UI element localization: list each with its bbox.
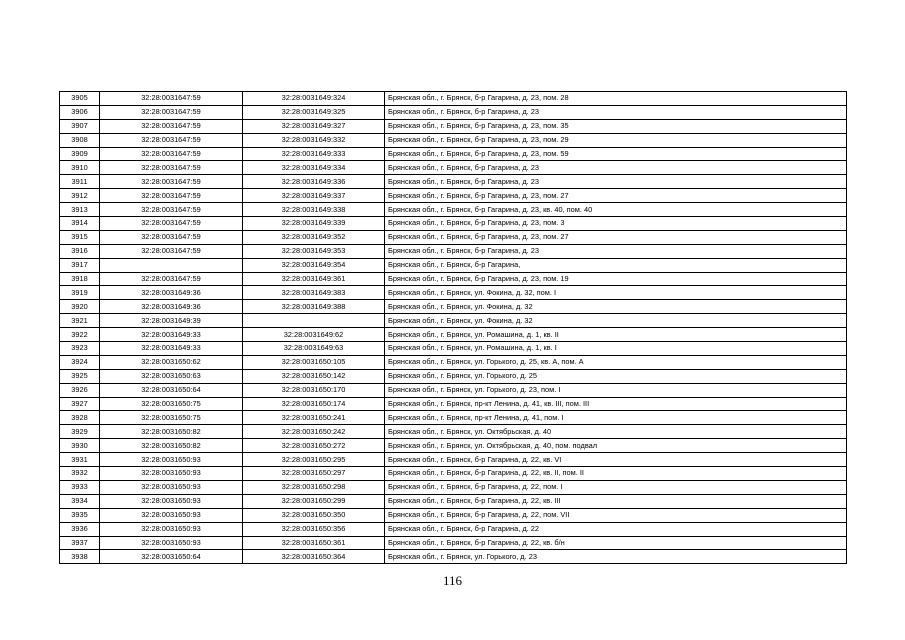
table-row xyxy=(60,411,847,425)
cadastral-number-cell: 32:28:0031649:336 xyxy=(243,175,385,189)
parent-cadastral-number-cell: 32:28:0031647:59 xyxy=(100,244,243,258)
cadastral-number-cell: 32:28:0031650:350 xyxy=(243,508,385,522)
table-row xyxy=(60,522,847,536)
table-row xyxy=(60,300,847,314)
row-number-cell: 3932 xyxy=(60,467,100,481)
cadastral-number-cell: 32:28:0031650:295 xyxy=(243,453,385,467)
cadastral-number-cell: 32:28:0031649:361 xyxy=(243,272,385,286)
row-number-cell: 3915 xyxy=(60,230,100,244)
address-cell: Брянская обл., г. Брянск, б-р Гагарина, д. 22, пом. I xyxy=(385,480,847,494)
cadastral-number-cell: 32:28:0031649:352 xyxy=(243,230,385,244)
cadastral-number-cell: 32:28:0031649:353 xyxy=(243,244,385,258)
parent-cadastral-number-cell: 32:28:0031650:75 xyxy=(100,411,243,425)
table-row xyxy=(60,355,847,369)
row-number-cell: 3913 xyxy=(60,203,100,217)
row-number-cell: 3925 xyxy=(60,369,100,383)
row-number-cell: 3922 xyxy=(60,328,100,342)
address-cell: Брянская обл., г. Брянск, ул. Ромашина, д. 1, кв. II xyxy=(385,328,847,342)
row-number-cell: 3916 xyxy=(60,244,100,258)
address-cell: Брянская обл., г. Брянск, б-р Гагарина, д. 22, пом. VII xyxy=(385,508,847,522)
parent-cadastral-number-cell: 32:28:0031647:59 xyxy=(100,203,243,217)
row-number-cell: 3937 xyxy=(60,536,100,550)
table-row xyxy=(60,230,847,244)
row-number-cell: 3914 xyxy=(60,217,100,231)
cadastral-number-cell: 32:28:0031650:142 xyxy=(243,369,385,383)
parent-cadastral-number-cell: 32:28:0031647:59 xyxy=(100,147,243,161)
table-row xyxy=(60,383,847,397)
table-row xyxy=(60,397,847,411)
parent-cadastral-number-cell: 32:28:0031647:59 xyxy=(100,230,243,244)
row-number-cell: 3924 xyxy=(60,355,100,369)
address-cell: Брянская обл., г. Брянск, ул. Горького, д. 23, пом. I xyxy=(385,383,847,397)
cadastral-number-cell: 32:28:0031649:325 xyxy=(243,105,385,119)
cadastral-number-cell: 32:28:0031649:339 xyxy=(243,217,385,231)
cadastral-number-cell: 32:28:0031650:297 xyxy=(243,467,385,481)
address-cell: Брянская обл., г. Брянск, ул. Горького, д. 25, кв. А, пом. А xyxy=(385,355,847,369)
table-row xyxy=(60,328,847,342)
table-row xyxy=(60,258,847,272)
parent-cadastral-number-cell: 32:28:0031647:59 xyxy=(100,217,243,231)
parent-cadastral-number-cell: 32:28:0031647:59 xyxy=(100,105,243,119)
table-row xyxy=(60,369,847,383)
parent-cadastral-number-cell: 32:28:0031650:63 xyxy=(100,369,243,383)
table-row xyxy=(60,342,847,356)
table-row xyxy=(60,425,847,439)
parent-cadastral-number-cell: 32:28:0031647:59 xyxy=(100,189,243,203)
row-number-cell: 3936 xyxy=(60,522,100,536)
parent-cadastral-number-cell: 32:28:0031650:93 xyxy=(100,508,243,522)
parent-cadastral-number-cell: 32:28:0031650:62 xyxy=(100,355,243,369)
parent-cadastral-number-cell: 32:28:0031647:59 xyxy=(100,272,243,286)
row-number-cell: 3926 xyxy=(60,383,100,397)
cadastral-number-cell: 32:28:0031649:388 xyxy=(243,300,385,314)
table-row xyxy=(60,550,847,564)
parent-cadastral-number-cell: 32:28:0031649:33 xyxy=(100,342,243,356)
parent-cadastral-number-cell: 32:28:0031647:59 xyxy=(100,133,243,147)
table-row xyxy=(60,286,847,300)
address-cell: Брянская обл., г. Брянск, б-р Гагарина, д. 23, пом. 3 xyxy=(385,217,847,231)
table-row xyxy=(60,203,847,217)
address-cell: Брянская обл., г. Брянск, б-р Гагарина, д. 23, кв. 40, пом. 40 xyxy=(385,203,847,217)
address-cell: Брянская обл., г. Брянск, б-р Гагарина, д. 23, пом. 59 xyxy=(385,147,847,161)
row-number-cell: 3908 xyxy=(60,133,100,147)
table-row xyxy=(60,439,847,453)
parent-cadastral-number-cell: 32:28:0031650:82 xyxy=(100,439,243,453)
address-cell: Брянская обл., г. Брянск, б-р Гагарина, д. 22, кв. VI xyxy=(385,453,847,467)
table-row xyxy=(60,467,847,481)
parent-cadastral-number-cell: 32:28:0031649:36 xyxy=(100,300,243,314)
parent-cadastral-number-cell: 32:28:0031650:93 xyxy=(100,522,243,536)
address-cell: Брянская обл., г. Брянск, б-р Гагарина, д. 23 xyxy=(385,244,847,258)
row-number-cell: 3911 xyxy=(60,175,100,189)
row-number-cell: 3907 xyxy=(60,119,100,133)
cadastral-number-cell xyxy=(243,314,385,328)
address-cell: Брянская обл., г. Брянск, ул. Горького, д. 23 xyxy=(385,550,847,564)
parent-cadastral-number-cell: 32:28:0031650:93 xyxy=(100,494,243,508)
cadastral-number-cell: 32:28:0031649:332 xyxy=(243,133,385,147)
row-number-cell: 3912 xyxy=(60,189,100,203)
row-number-cell: 3921 xyxy=(60,314,100,328)
table-row xyxy=(60,453,847,467)
row-number-cell: 3909 xyxy=(60,147,100,161)
address-cell: Брянская обл., г. Брянск, ул. Горького, д. 25 xyxy=(385,369,847,383)
parent-cadastral-number-cell: 32:28:0031647:59 xyxy=(100,175,243,189)
address-cell: Брянская обл., г. Брянск, ул. Ромашина, д. 1, кв. I xyxy=(385,342,847,356)
table-row xyxy=(60,133,847,147)
address-cell: Брянская обл., г. Брянск, б-р Гагарина, д. 23, пом. 35 xyxy=(385,119,847,133)
table-row xyxy=(60,217,847,231)
address-cell: Брянская обл., г. Брянск, б-р Гагарина, д. 23 xyxy=(385,105,847,119)
row-number-cell: 3927 xyxy=(60,397,100,411)
table-row xyxy=(60,189,847,203)
address-cell: Брянская обл., г. Брянск, ул. Фокина, д. 32, пом. I xyxy=(385,286,847,300)
parent-cadastral-number-cell: 32:28:0031649:39 xyxy=(100,314,243,328)
address-cell: Брянская обл., г. Брянск, ул. Фокина, д. 32 xyxy=(385,314,847,328)
cadastral-number-cell: 32:28:0031650:299 xyxy=(243,494,385,508)
table-row xyxy=(60,147,847,161)
row-number-cell: 3906 xyxy=(60,105,100,119)
row-number-cell: 3934 xyxy=(60,494,100,508)
address-cell: Брянская обл., г. Брянск, б-р Гагарина, д. 22 xyxy=(385,522,847,536)
table-row xyxy=(60,105,847,119)
address-cell: Брянская обл., г. Брянск, пр-кт Ленина, д. 41, кв. III, пом. III xyxy=(385,397,847,411)
table-row xyxy=(60,272,847,286)
cadastral-number-cell: 32:28:0031650:174 xyxy=(243,397,385,411)
parent-cadastral-number-cell: 32:28:0031650:93 xyxy=(100,467,243,481)
cadastral-number-cell: 32:28:0031650:361 xyxy=(243,536,385,550)
parent-cadastral-number-cell: 32:28:0031650:64 xyxy=(100,550,243,564)
address-cell: Брянская обл., г. Брянск, б-р Гагарина, д. 23, пом. 28 xyxy=(385,92,847,106)
cadastral-number-cell: 32:28:0031650:170 xyxy=(243,383,385,397)
cadastral-number-cell: 32:28:0031650:356 xyxy=(243,522,385,536)
parent-cadastral-number-cell: 32:28:0031647:59 xyxy=(100,119,243,133)
cadastral-number-cell: 32:28:0031649:337 xyxy=(243,189,385,203)
table-row xyxy=(60,480,847,494)
table-row xyxy=(60,508,847,522)
cadastral-number-cell: 32:28:0031650:242 xyxy=(243,425,385,439)
address-cell: Брянская обл., г. Брянск, б-р Гагарина, д. 23, пом. 29 xyxy=(385,133,847,147)
cadastral-number-cell: 32:28:0031649:354 xyxy=(243,258,385,272)
parent-cadastral-number-cell: 32:28:0031650:93 xyxy=(100,536,243,550)
address-cell: Брянская обл., г. Брянск, ул. Фокина, д. 32 xyxy=(385,300,847,314)
parent-cadastral-number-cell: 32:28:0031650:93 xyxy=(100,453,243,467)
cadastral-number-cell: 32:28:0031649:334 xyxy=(243,161,385,175)
address-cell: Брянская обл., г. Брянск, б-р Гагарина, д. 22, кв. б/н xyxy=(385,536,847,550)
row-number-cell: 3931 xyxy=(60,453,100,467)
address-table-body xyxy=(60,92,847,564)
address-cell: Брянская обл., г. Брянск, б-р Гагарина, д. 23, пом. 27 xyxy=(385,189,847,203)
parent-cadastral-number-cell: 32:28:0031649:33 xyxy=(100,328,243,342)
cadastral-number-cell: 32:28:0031650:298 xyxy=(243,480,385,494)
row-number-cell: 3935 xyxy=(60,508,100,522)
cadastral-number-cell: 32:28:0031650:105 xyxy=(243,355,385,369)
address-cell: Брянская обл., г. Брянск, б-р Гагарина, д. 23, пом. 19 xyxy=(385,272,847,286)
page-number: 116 xyxy=(442,573,463,588)
address-cell: Брянская обл., г. Брянск, ул. Октябрьская, д. 40, пом. подвал xyxy=(385,439,847,453)
cadastral-number-cell: 32:28:0031650:241 xyxy=(243,411,385,425)
row-number-cell: 3905 xyxy=(60,92,100,106)
cadastral-number-cell: 32:28:0031649:324 xyxy=(243,92,385,106)
table-row xyxy=(60,119,847,133)
parent-cadastral-number-cell xyxy=(100,258,243,272)
row-number-cell: 3910 xyxy=(60,161,100,175)
row-number-cell: 3929 xyxy=(60,425,100,439)
parent-cadastral-number-cell: 32:28:0031647:59 xyxy=(100,161,243,175)
parent-cadastral-number-cell: 32:28:0031650:64 xyxy=(100,383,243,397)
table-row xyxy=(60,92,847,106)
row-number-cell: 3917 xyxy=(60,258,100,272)
row-number-cell: 3920 xyxy=(60,300,100,314)
address-cell: Брянская обл., г. Брянск, б-р Гагарина, д. 23 xyxy=(385,161,847,175)
cadastral-number-cell: 32:28:0031649:338 xyxy=(243,203,385,217)
address-table xyxy=(59,91,847,564)
table-row xyxy=(60,161,847,175)
address-cell: Брянская обл., г. Брянск, ул. Октябрьская, д. 40 xyxy=(385,425,847,439)
cadastral-number-cell: 32:28:0031650:272 xyxy=(243,439,385,453)
address-cell: Брянская обл., г. Брянск, б-р Гагарина, xyxy=(385,258,847,272)
table-row xyxy=(60,536,847,550)
address-cell: Брянская обл., г. Брянск, б-р Гагарина, д. 23, пом. 27 xyxy=(385,230,847,244)
cadastral-number-cell: 32:28:0031649:327 xyxy=(243,119,385,133)
row-number-cell: 3933 xyxy=(60,480,100,494)
parent-cadastral-number-cell: 32:28:0031650:82 xyxy=(100,425,243,439)
address-cell: Брянская обл., г. Брянск, б-р Гагарина, д. 23 xyxy=(385,175,847,189)
parent-cadastral-number-cell: 32:28:0031650:93 xyxy=(100,480,243,494)
cadastral-number-cell: 32:28:0031650:364 xyxy=(243,550,385,564)
parent-cadastral-number-cell: 32:28:0031647:59 xyxy=(100,92,243,106)
address-cell: Брянская обл., г. Брянск, б-р Гагарина, д. 22, кв. II, пом. II xyxy=(385,467,847,481)
cadastral-number-cell: 32:28:0031649:62 xyxy=(243,328,385,342)
table-row xyxy=(60,175,847,189)
cadastral-number-cell: 32:28:0031649:63 xyxy=(243,342,385,356)
row-number-cell: 3938 xyxy=(60,550,100,564)
address-cell: Брянская обл., г. Брянск, б-р Гагарина, д. 22, кв. III xyxy=(385,494,847,508)
parent-cadastral-number-cell: 32:28:0031649:36 xyxy=(100,286,243,300)
row-number-cell: 3918 xyxy=(60,272,100,286)
cadastral-number-cell: 32:28:0031649:383 xyxy=(243,286,385,300)
row-number-cell: 3930 xyxy=(60,439,100,453)
cadastral-number-cell: 32:28:0031649:333 xyxy=(243,147,385,161)
table-row xyxy=(60,494,847,508)
row-number-cell: 3919 xyxy=(60,286,100,300)
row-number-cell: 3923 xyxy=(60,342,100,356)
parent-cadastral-number-cell: 32:28:0031650:75 xyxy=(100,397,243,411)
row-number-cell: 3928 xyxy=(60,411,100,425)
address-cell: Брянская обл., г. Брянск, пр-кт Ленина, д. 41, пом. I xyxy=(385,411,847,425)
table-row xyxy=(60,244,847,258)
table-row xyxy=(60,314,847,328)
